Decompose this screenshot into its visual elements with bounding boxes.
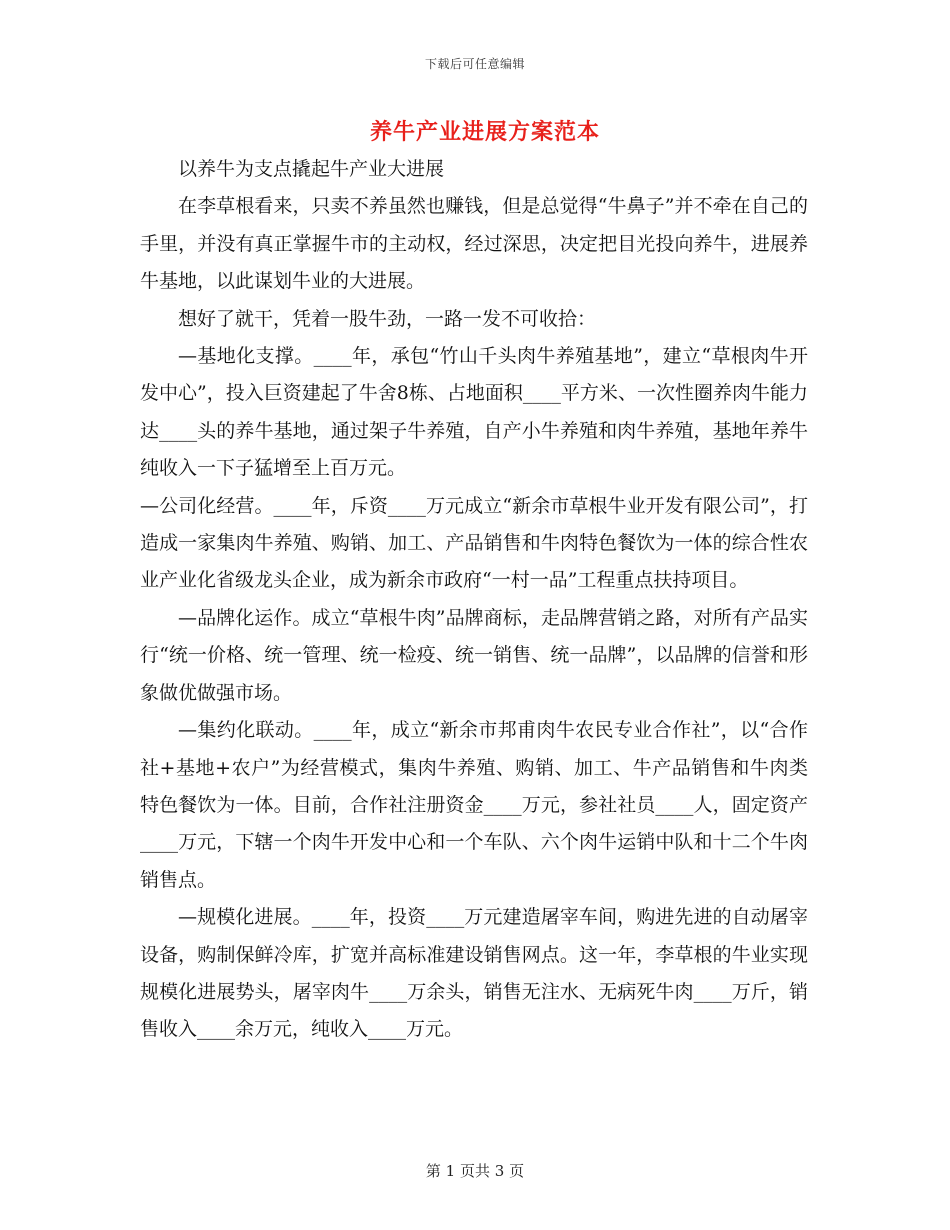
- paragraph-subtitle: 以养牛为支点撬起牛产业大进展: [178, 158, 445, 180]
- page-footer: 第 1 页共 3 页: [425, 1162, 525, 1180]
- paragraph-intro: 在李草根看来，只卖不养虽然也赚钱，但是总觉得“牛鼻子”并不牵在自己的手里，并没有真正掌握牛市的主动权，经过深思，决定把目光投向养牛，进展养牛基地，以此谋划牛业的大进展。: [140, 195, 808, 293]
- paragraph-scale: —规模化进展。____年，投资____万元建造屠宰车间，购进先进的自动屠宰设备，购制保鲜冷库，扩宽并高标准建设销售网点。这一年，李草根的牛业实现规模化进展势头，屠宰肉牛____万余头，销售无注水、无病死牛肉____万斤，销售收入____余万元，纯收入____万元。: [140, 906, 808, 1041]
- paragraph-base: —基地化支撑。____年，承包“竹山千头肉牛养殖基地”，建立“草根肉牛开发中心”，投入巨资建起了牛舍8栋、占地面积____平方米、一次性圈养肉牛能力达____头的养牛基地，通过架子牛养殖，自产小牛养殖和肉牛养殖，基地年养牛纯收入一下子猛增至上百万元。: [140, 345, 808, 480]
- paragraph-start: 想好了就干，凭着一股牛劲，一路一发不可收拾：: [178, 307, 597, 330]
- paragraph-company: —公司化经营。____年，斥资____万元成立“新余市草根牛业开发有限公司”，打造成一家集肉牛养殖、购销、加工、产品销售和牛肉特色餐饮为一体的综合性农业产业化省级龙头企业，成为新余市政府“一村一品”工程重点扶持项目。: [140, 494, 808, 592]
- document-title: 养牛产业进展方案范本: [369, 119, 600, 145]
- paragraph-cooperative: —集约化联动。____年，成立“新余市邦甫肉牛农民专业合作社”，以“合作社+基地+农户”为经营模式，集肉牛养殖、购销、加工、牛产品销售和牛肉类特色餐饮为一体。目前，合作社注册资金____万元，参社社员____人，固定资产____万元，下辖一个肉牛开发中心和一个车队、六个肉牛运销中队和十二个牛肉销售点。: [140, 719, 808, 891]
- document-body: [140, 151, 808, 1049]
- paragraph-brand: —品牌化运作。成立“草根牛肉”品牌商标，走品牌营销之路，对所有产品实行“统一价格、统一管理、统一检疫、统一销售、统一品牌”，以品牌的信誉和形象做优做强市场。: [140, 606, 808, 704]
- header-note: 下载后可任意编辑: [424, 57, 525, 71]
